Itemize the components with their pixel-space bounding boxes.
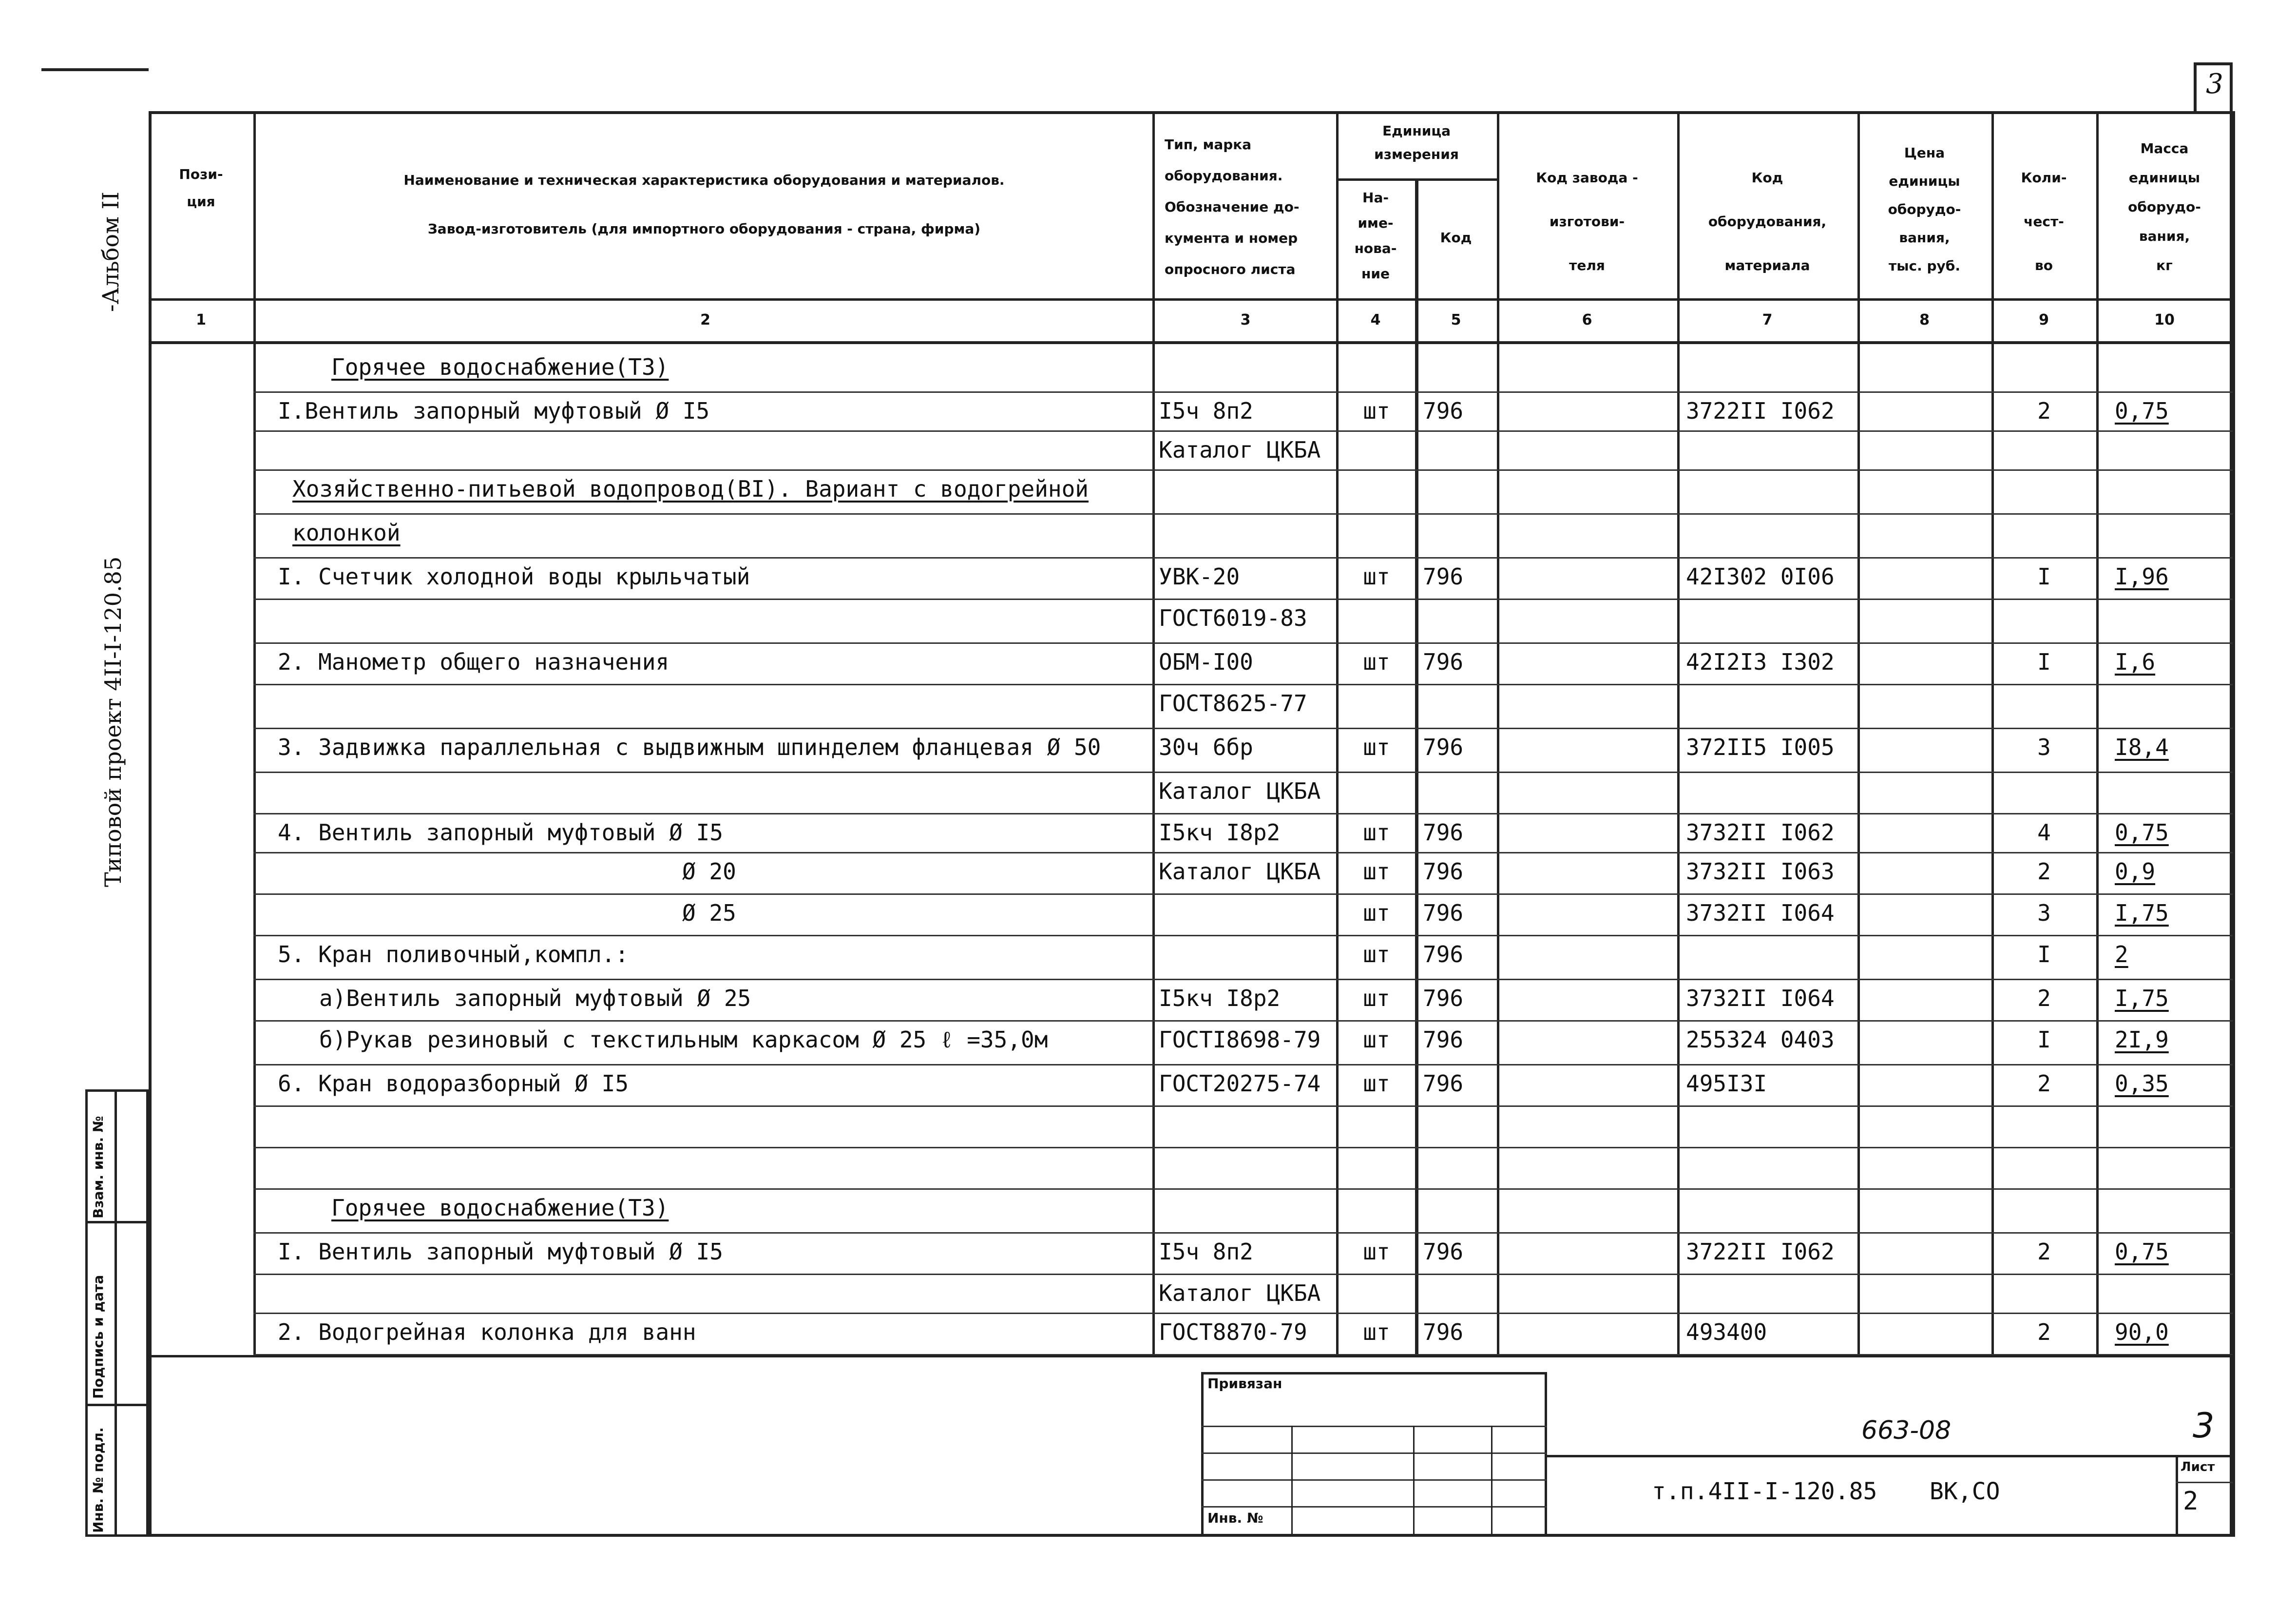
cell-mass: I,6 [2115,649,2156,675]
cell-mass: I8,4 [2115,734,2169,760]
cell-type: ГОСТ8870-79 [1159,1319,1307,1345]
cell-name: 3. Задвижка параллельная с выдвижным шпинделем фланцевая Ø 50 [278,734,1101,760]
cell-mass: 0,75 [2115,1238,2169,1265]
header-plant-code: Код завода - изготови- теля [1536,170,1638,273]
cell-material-code: 372II5 I005 [1686,734,1835,760]
cell-unit-code: 796 [1423,734,1464,760]
replace-inv-label: Взам. инв. № [90,1116,106,1219]
table-row [0,980,2296,1021]
cell-unit: шт [1363,1238,1390,1265]
table-row [0,685,2296,729]
cell-unit-code: 796 [1423,819,1464,846]
cell-type: Каталог ЦКБА [1159,1280,1321,1306]
sheet-label: Лист [2181,1460,2215,1474]
cell-mass: I,75 [2115,900,2169,926]
cell-unit-code: 796 [1423,398,1464,424]
cell-unit: шт [1363,563,1390,590]
cell-type: ГОСТI8698-79 [1159,1026,1321,1053]
cell-unit: шт [1363,858,1390,885]
table-row [0,600,2296,643]
table-row [0,1233,2296,1275]
cell-unit: шт [1363,1319,1390,1345]
table-row [0,814,2296,853]
cell-quantity: 4 [2037,819,2051,846]
cell-name: Хозяйственно-питьевой водопровод(ВI). Вариант с водогрейной [292,476,1089,502]
cell-name: колонкой [292,520,401,546]
colnum-7: 7 [1762,311,1773,329]
cell-unit: шт [1363,734,1390,760]
cell-quantity: 2 [2037,398,2051,424]
table-row [0,1275,2296,1314]
cell-quantity: 3 [2037,900,2051,926]
table-row [0,643,2296,685]
cell-material-code: 255324 0403 [1686,1026,1835,1053]
cell-name: 4. Вентиль запорный муфтовый Ø I5 [278,819,723,846]
sheet-number: 2 [2183,1487,2199,1516]
cell-quantity: 2 [2037,858,2051,885]
cell-quantity: 2 [2037,1319,2051,1345]
cell-type: Каталог ЦКБА [1159,858,1321,885]
table-row [0,1148,2296,1189]
cell-quantity: 2 [2037,985,2051,1011]
colnum-3: 3 [1240,311,1251,329]
table-row [0,729,2296,773]
cell-type: ГОСТ6019-83 [1159,605,1307,631]
colnum-9: 9 [2039,311,2049,329]
cell-name: б)Рукав резиновый с текстильным каркасом Ø 25 ℓ =35,0м [319,1026,1048,1053]
cell-type: ГОСТ20275-74 [1159,1070,1321,1097]
cell-mass: I,96 [2115,563,2169,590]
cell-type: I5кч I8р2 [1159,985,1281,1011]
original-inv-label: Инв. № подл. [90,1427,106,1533]
inv-label: Инв. № [1207,1510,1263,1526]
table-row [0,514,2296,558]
colnum-10: 10 [2154,311,2175,329]
table-row [0,773,2296,814]
document-code: т.п.4II-I-120.85 [1652,1478,1877,1505]
table-row [0,936,2296,980]
sheet-mark: 3 [2193,1406,2215,1446]
cell-material-code: 42I302 0I06 [1686,563,1835,590]
cell-mass: 90,0 [2115,1319,2169,1345]
cell-type: I5ч 8п2 [1159,398,1253,424]
colnum-4: 4 [1370,311,1381,329]
table-row [0,1106,2296,1148]
cell-unit: шт [1363,649,1390,675]
cell-type: УВК-20 [1159,563,1240,590]
header-price: Цена единицы оборудо- вания, тыс. руб. [1888,145,1961,274]
cell-unit-code: 796 [1423,941,1464,967]
colnum-1: 1 [196,311,206,329]
cell-mass: 0,75 [2115,819,2169,846]
table-row [0,1189,2296,1233]
signature-date-label: Подпись и дата [90,1275,106,1399]
colnum-5: 5 [1451,311,1461,329]
cell-name: 5. Кран поливочный,компл.: [278,941,629,967]
cell-name: I. Вентиль запорный муфтовый Ø I5 [278,1238,723,1265]
cell-name: а)Вентиль запорный муфтовый Ø 25 [319,985,751,1011]
cell-name: Горячее водоснабжение(Т3) [331,354,669,380]
colnum-6: 6 [1582,311,1592,329]
cell-material-code: 42I2I3 I302 [1686,649,1835,675]
cell-name: Горячее водоснабжение(Т3) [331,1195,669,1221]
cell-mass: 0,35 [2115,1070,2169,1097]
cell-mass: 0,75 [2115,398,2169,424]
cell-mass: 0,9 [2115,858,2156,885]
cell-material-code: 495I3I [1686,1070,1767,1097]
cell-type: 30ч 6бр [1159,734,1253,760]
cell-material-code: 3732II I063 [1686,858,1835,885]
cell-material-code: 493400 [1686,1319,1767,1345]
cell-unit-code: 796 [1423,900,1464,926]
cell-mass: 2I,9 [2115,1026,2169,1053]
cell-unit-code: 796 [1423,1070,1464,1097]
cell-unit-code: 796 [1423,649,1464,675]
cell-unit: шт [1363,941,1390,967]
header-qty: Коли- чест- во [2021,170,2067,273]
cell-unit: шт [1363,819,1390,846]
header-material-code: Код оборудования, материала [1708,170,1827,273]
cell-unit: шт [1363,398,1390,424]
cell-type: Каталог ЦКБА [1159,778,1321,804]
cell-unit-code: 796 [1423,1238,1464,1265]
cell-unit-code: 796 [1423,563,1464,590]
cell-quantity: I [2037,563,2051,590]
title-block-line [1547,1455,2233,1457]
album-label: -Альбом II [97,192,124,312]
header-name: Наименование и техническая характеристика оборудования и материалов. Завод-изготовитель (для импортного оборудования - страна, фирма) [403,172,1005,237]
project-label: Типовой проект 4II-I-120.85 [100,556,126,887]
cell-unit: шт [1363,900,1390,926]
cell-type: I5ч 8п2 [1159,1238,1253,1265]
header-unit-code: Код [1440,230,1472,246]
cell-unit: шт [1363,985,1390,1011]
cell-name: 2. Водогрейная колонка для ванн [278,1319,696,1345]
cell-type: Каталог ЦКБА [1159,437,1321,463]
cell-name: Ø 25 [682,900,736,926]
header-unit: Единица измерения [1374,123,1459,162]
cell-quantity: 3 [2037,734,2051,760]
bound-label: Привязан [1207,1375,1282,1392]
cell-material-code: 3722II I062 [1686,1238,1835,1265]
cell-type: ОБМ-I00 [1159,649,1253,675]
table-row [0,470,2296,514]
cell-quantity: 2 [2037,1238,2051,1265]
cell-type: I5кч I8р2 [1159,819,1281,846]
cell-unit-code: 796 [1423,1026,1464,1053]
cell-quantity: I [2037,1026,2051,1053]
cell-mass: I,75 [2115,985,2169,1011]
table-row [0,1314,2296,1355]
table-row [0,558,2296,600]
cell-material-code: 3732II I064 [1686,985,1835,1011]
table-row [0,1065,2296,1106]
archive-number: 663-08 [1861,1416,1952,1445]
table-row [0,431,2296,470]
cell-unit-code: 796 [1423,858,1464,885]
colnum-2: 2 [700,311,710,329]
cell-quantity: I [2037,649,2051,675]
table-row [0,1021,2296,1065]
cell-name: I.Вентиль запорный муфтовый Ø I5 [278,398,710,424]
colnum-8: 8 [1919,311,1930,329]
cell-unit: шт [1363,1070,1390,1097]
document-suffix: ВК,СО [1930,1478,2000,1505]
sheet-corner-number: 3 [2206,68,2223,100]
cell-quantity: 2 [2037,1070,2051,1097]
cell-name: 2. Манометр общего назначения [278,649,670,675]
cell-unit-code: 796 [1423,985,1464,1011]
cell-name: 6. Кран водоразборный Ø I5 [278,1070,629,1097]
header-position: Пози- ция [179,166,223,210]
header-unit-name: На- име- нова- ние [1354,190,1397,282]
cell-material-code: 3732II I062 [1686,819,1835,846]
header-type: Тип, марка оборудования. Обозначение до- кумента и номер опросного листа [1165,136,1300,277]
header-mass: Масса единицы оборудо- вания, кг [2128,140,2201,273]
cell-name: Ø 20 [682,858,736,885]
table-row [0,392,2296,431]
cell-name: I. Счетчик холодной воды крыльчатый [278,563,750,590]
cell-mass: 2 [2115,941,2128,967]
table-row [0,894,2296,936]
table-row [0,853,2296,894]
cell-unit-code: 796 [1423,1319,1464,1345]
cell-unit: шт [1363,1026,1390,1053]
table-row [0,348,2296,392]
cell-quantity: I [2037,941,2051,967]
cell-type: ГОСТ8625-77 [1159,690,1307,716]
cell-material-code: 3732II I064 [1686,900,1835,926]
cell-material-code: 3722II I062 [1686,398,1835,424]
